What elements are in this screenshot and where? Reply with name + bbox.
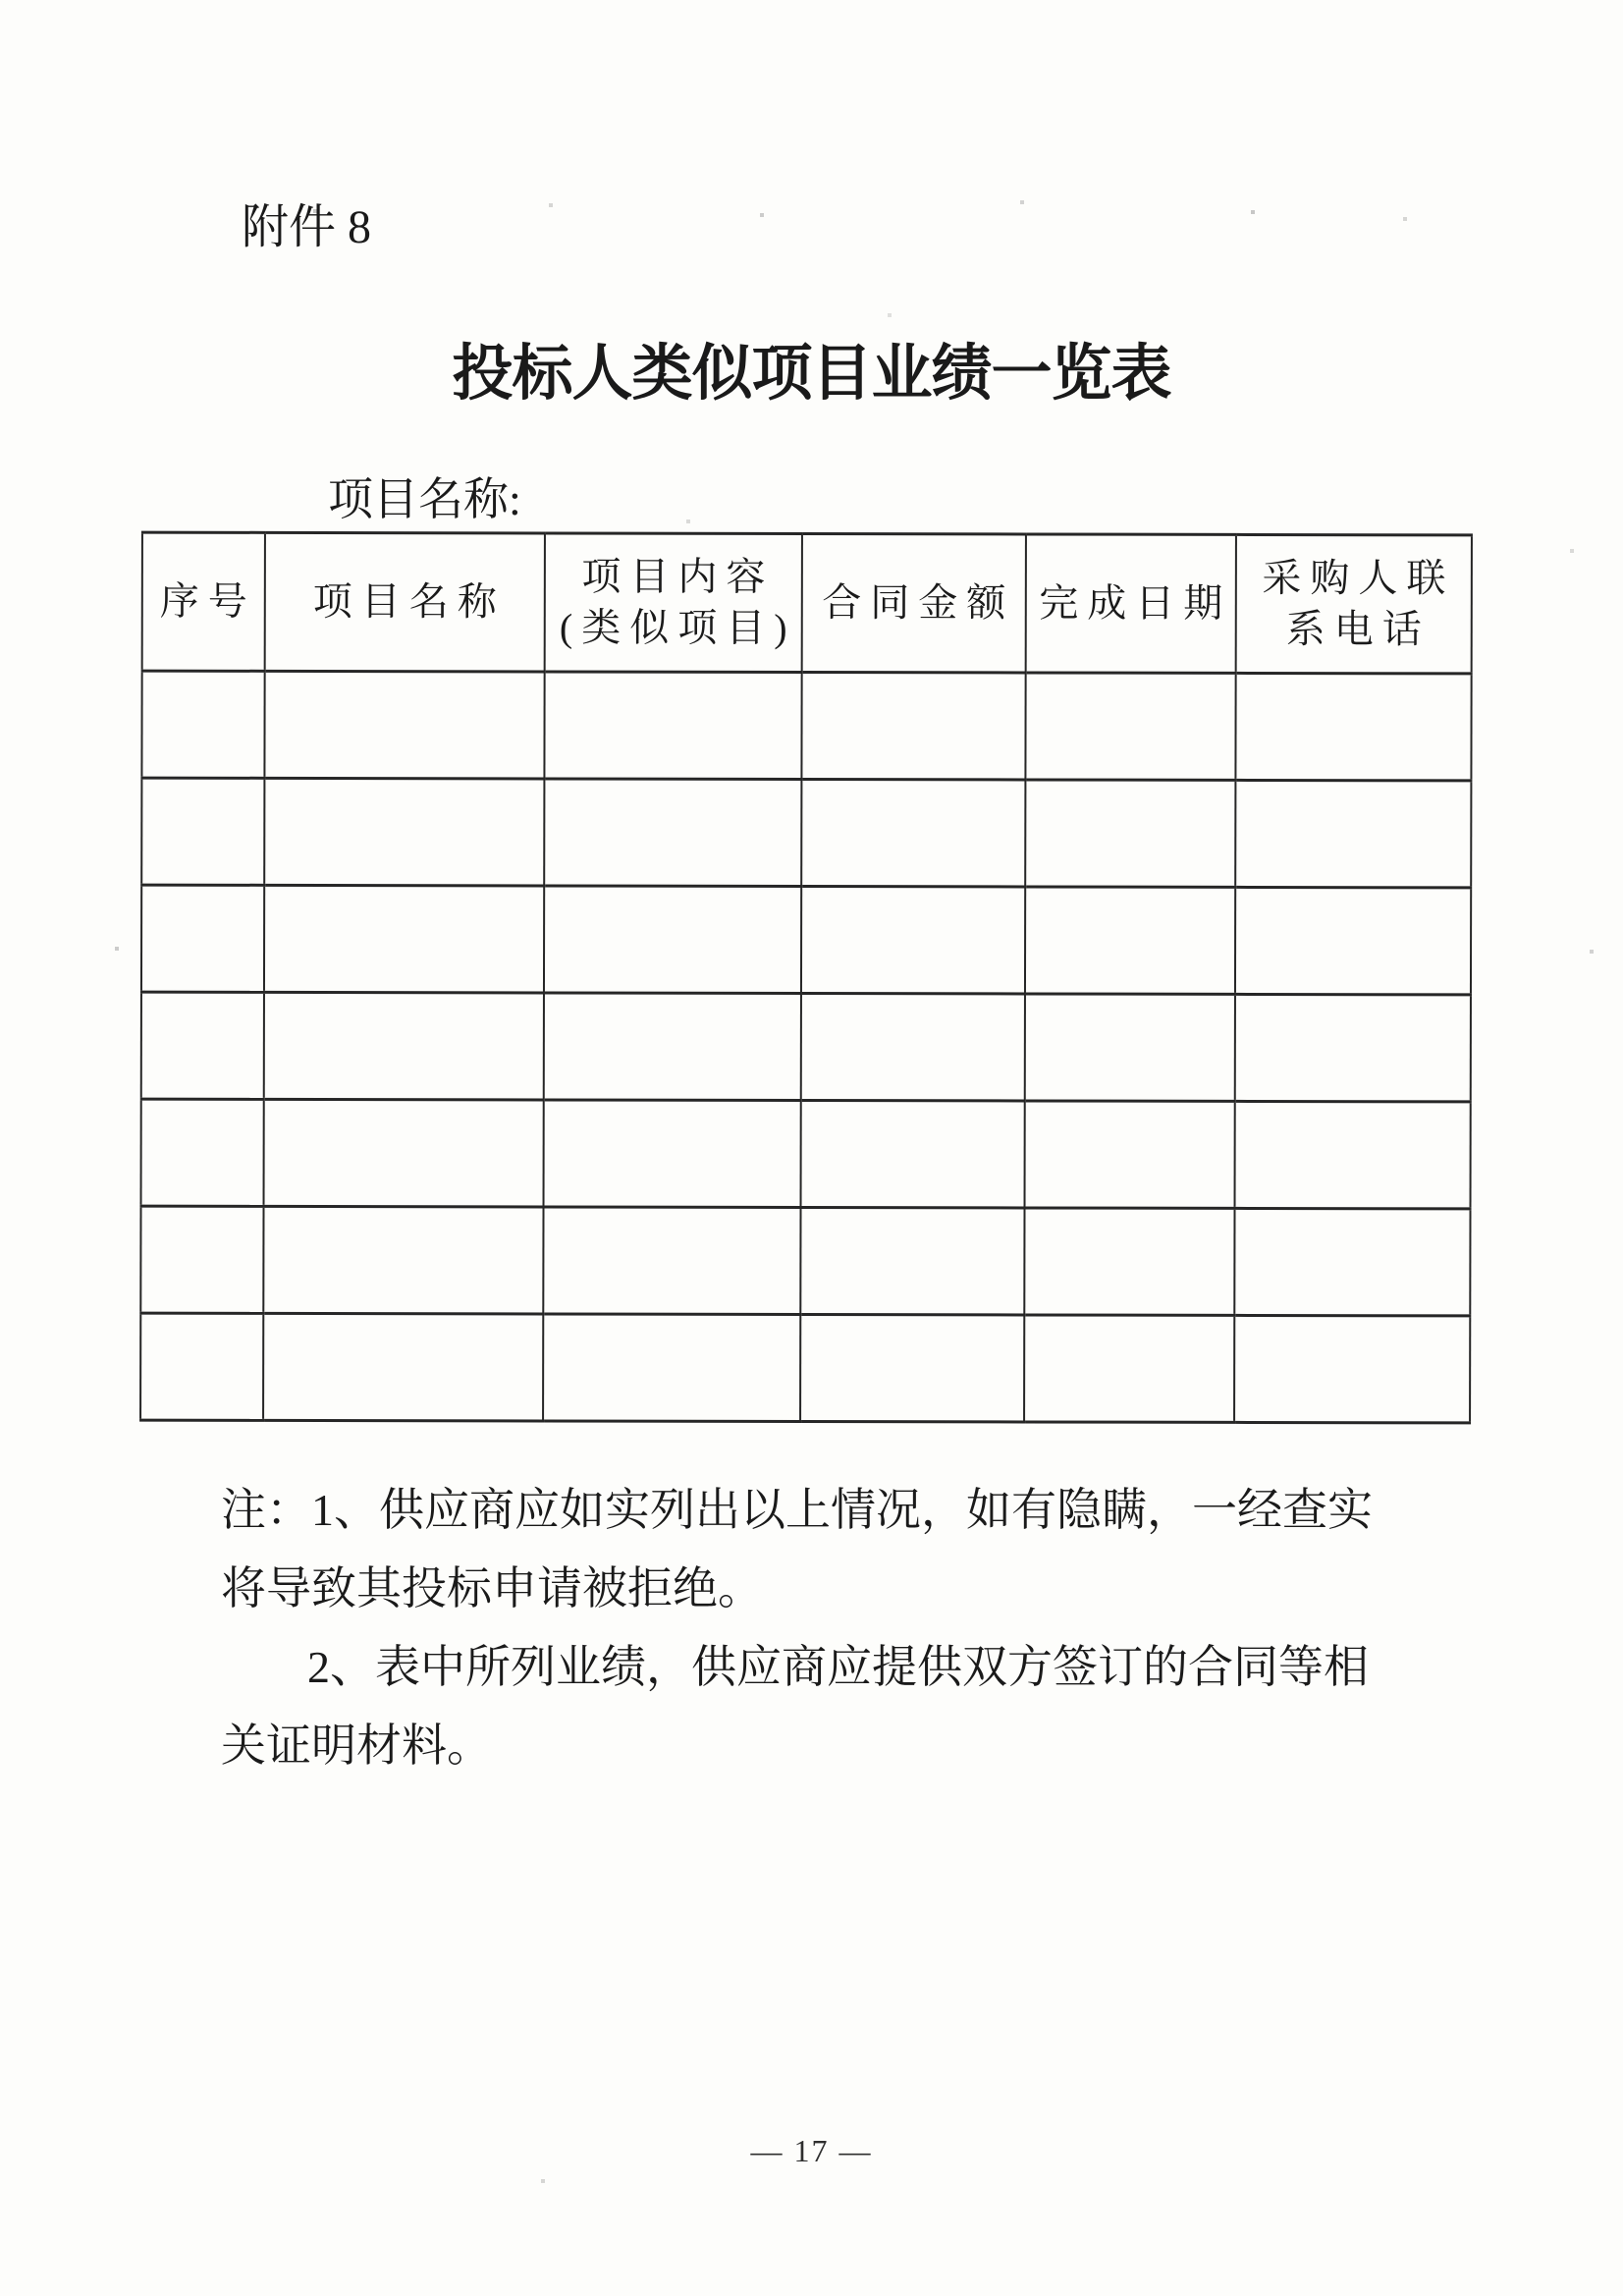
col-header-project-content xyxy=(545,533,802,673)
col-header-serial-number xyxy=(142,532,265,671)
note-line-1: 注：1、供应商应如实列出以上情况，如有隐瞒，一经查实 xyxy=(221,1485,1373,1535)
table-cell-empty xyxy=(800,1207,1024,1314)
attachment-label: 附件 8 xyxy=(242,201,372,253)
col-header-project-name xyxy=(265,532,545,672)
table-cell-empty xyxy=(263,1313,543,1421)
table-cell-empty xyxy=(1025,673,1235,780)
table-header-row xyxy=(142,532,1472,674)
table-body xyxy=(140,671,1472,1423)
performance-table xyxy=(139,531,1473,1425)
table-row xyxy=(141,885,1471,995)
table-cell-empty xyxy=(544,1100,801,1208)
table-cell-empty xyxy=(1024,1315,1234,1422)
header-line: 采购人联 xyxy=(1262,555,1455,601)
table-cell-empty xyxy=(544,779,801,887)
note-line-3: 2、表中所列业绩，供应商应提供双方签订的合同等相 xyxy=(307,1642,1369,1692)
table-cell-empty xyxy=(141,778,264,885)
notes-block xyxy=(221,1471,1458,1785)
table-cell-empty xyxy=(1235,673,1471,781)
note-line-4: 关证明材料。 xyxy=(221,1721,492,1771)
table-cell-empty xyxy=(264,671,544,779)
table-row xyxy=(141,671,1471,781)
table-cell-empty xyxy=(1025,994,1235,1101)
header-line: (类似项目) xyxy=(559,605,796,650)
table-cell-empty xyxy=(264,992,544,1100)
note-line-2: 将导致其投标申请被拒绝。 xyxy=(221,1563,763,1613)
table-cell-empty xyxy=(1235,780,1471,888)
table-cell-empty xyxy=(141,992,264,1099)
table-cell-empty xyxy=(1024,1208,1234,1315)
table-cell-empty xyxy=(264,885,544,993)
col-header-completion-date xyxy=(1026,534,1236,673)
table-cell-empty xyxy=(801,993,1025,1100)
table-cell-empty xyxy=(1025,780,1235,887)
scan-noise-dots xyxy=(0,0,2,2)
header-line: 完成日期 xyxy=(1039,580,1232,626)
table-cell-empty xyxy=(141,1099,264,1206)
table-cell-empty xyxy=(543,1207,800,1315)
table-cell-empty xyxy=(1235,887,1471,995)
table-cell-empty xyxy=(1025,1101,1235,1208)
table-cell-empty xyxy=(1235,994,1471,1102)
col-header-contract-amount xyxy=(802,533,1026,672)
table-cell-empty xyxy=(801,886,1025,993)
col-header-purchaser-phone xyxy=(1236,534,1472,674)
table-cell-empty xyxy=(264,1099,544,1207)
header-line: 项目名称 xyxy=(312,578,506,625)
table-cell-empty xyxy=(801,1100,1025,1207)
table-cell-empty xyxy=(544,886,801,994)
table-cell-empty xyxy=(141,671,264,778)
table-cell-empty xyxy=(140,1206,263,1313)
table-cell-empty xyxy=(264,778,544,886)
header-line: 合同金额 xyxy=(822,580,1015,626)
table-cell-empty xyxy=(140,1313,263,1420)
header-line: 序号 xyxy=(159,578,256,624)
table-cell-empty xyxy=(801,672,1025,779)
table-row xyxy=(141,1099,1471,1209)
header-line: 系电话 xyxy=(1285,607,1431,652)
table-cell-empty xyxy=(801,779,1025,886)
table-cell-empty xyxy=(544,993,801,1101)
table-cell-empty xyxy=(1235,1101,1471,1209)
table-cell-empty xyxy=(263,1206,543,1314)
document-title: 投标人类似项目业绩一览表 xyxy=(452,341,1171,408)
table-row xyxy=(141,992,1471,1102)
table-row xyxy=(141,778,1471,888)
table-cell-empty xyxy=(1234,1208,1470,1316)
table-cell-empty xyxy=(544,672,801,780)
table-row xyxy=(140,1206,1470,1316)
project-name-label: 项目名称: xyxy=(328,474,521,524)
table-cell-empty xyxy=(543,1314,800,1422)
table-cell-empty xyxy=(1234,1315,1470,1423)
page-number: — 17 — xyxy=(750,2133,873,2168)
table-cell-empty xyxy=(1025,887,1235,994)
table-cell-empty xyxy=(141,885,264,992)
header-line: 项目内容 xyxy=(581,554,775,599)
table-row xyxy=(140,1313,1470,1423)
table-cell-empty xyxy=(800,1314,1024,1421)
